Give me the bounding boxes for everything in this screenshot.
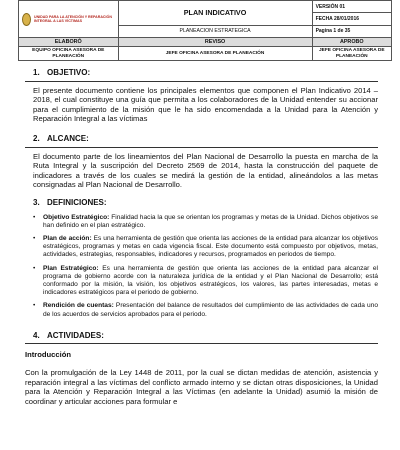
document-header-table (18, 0, 392, 61)
definition-term: Objetivo Estratégico: (43, 213, 110, 221)
document-subtitle: PLANEACION ESTRATEGICA (118, 25, 312, 37)
objetivo-text: El presente documento contiene los principales elementos que componen el Plan Indicativo 2014 – 2018, el cual constituye una guía que permita a los colaboradores de la Unidad entender su accionar para el cumplimiento de la misión que le ha sido encomendada a la Unidad para la Atención y Reparación Integral a las víctimas (33, 85, 378, 124)
definition-term: Plan Estratégico: (43, 264, 99, 272)
section-title: OBJETIVO: (47, 68, 91, 77)
definition-term: Rendición de cuentas: (43, 302, 114, 310)
alcance-text: El documento parte de los lineamientos del Plan Nacional de Desarrollo la puesta en marcha de la Ruta Integral y la suscripción del Decreto 2569 de 2014, hasta la construcción del paquete de indicadores a través de los cuales se medirá la gestión de la entidad, alineándolos a las metas consignadas al Plan Nacional de Desarrollo. (33, 151, 378, 190)
colombia-seal-icon (22, 13, 31, 26)
definition-text: Presentación del balance de resultados del cumplimiento de las actividades de cada uno de los acuerdos de servicios aprobados para el periodo. (43, 302, 378, 318)
definition-item (33, 235, 378, 260)
actividades-text: Con la promulgación de la Ley 1448 de 2011, por la cual se dictan medidas de atención, asistencia y reparación integral a las víctimas del conflicto armado interno y se dictan otras disposiciones, la Unidad para la Atención y Reparación Integral a las Víctimas (en adelante la Unidad) asumió la misión de coordinar y articular acciones para formular e (25, 367, 378, 406)
reviso-value: JEFE OFICINA ASESORA DE PLANEACIÓN (118, 47, 312, 61)
document-body (25, 68, 378, 406)
definitions-list (33, 214, 378, 319)
aprobo-heading: APROBO (312, 38, 391, 47)
date-label: FECHA 28/01/2016 (312, 13, 391, 25)
definition-text: Es una herramienta de gestión que orienta las acciones de la entidad para alcanzar el programa de gobierno acorde con la naturaleza jurídica de la entidad y el Plan Nacional de Desarrollo; está conformado por la misión, la visión, los objetivos estratégicos, los valores, las partes interesadas, metas e indicadores estratégicos para el periodo de gobierno. (43, 264, 378, 297)
section-objetivo-heading (33, 68, 378, 78)
section-number: 2. (33, 133, 40, 143)
definition-item (33, 302, 378, 318)
section-title: ALCANCE: (47, 133, 89, 143)
section-divider (25, 343, 378, 344)
page-number-label: Pagina 1 de 35 (312, 25, 391, 37)
section-alcance-heading (33, 134, 378, 144)
definition-text: Finalidad hacia la que se orientan los programas y metas de la Unidad. Dichos objetivos se han definido en el plan estratégico. (43, 213, 378, 229)
reviso-heading: REVISO (118, 38, 312, 47)
section-divider (25, 147, 378, 148)
definition-term: Plan de acción: (43, 234, 92, 242)
section-actividades-heading (33, 331, 378, 341)
section-number: 4. (33, 330, 40, 340)
section-divider (25, 81, 378, 82)
section-title: DEFINICIONES: (47, 197, 107, 207)
definition-item (33, 214, 378, 230)
aprobo-value: JEFE OFICINA ASESORA DE PLANEACIÓN (312, 47, 391, 61)
section-title: ACTIVIDADES: (47, 330, 104, 340)
logo-text: UNIDAD PARA LA ATENCIÓN Y REPARACIÓN INTEGRAL A LAS VÍCTIMAS (33, 14, 112, 23)
unidad-logo (22, 13, 115, 26)
elaboro-value: EQUIPO OFICINA ASESORA DE PLANEACIÓN (19, 47, 119, 61)
logo-cell (19, 1, 119, 38)
section-number: 3. (33, 197, 40, 207)
section-definiciones-heading (33, 198, 378, 208)
actividades-subtitle: Introducción (25, 350, 71, 360)
definition-item (33, 265, 378, 298)
definition-text: Es una herramienta de gestión que orienta las acciones de la entidad para alcanzar los objetivos estratégicos, programas y metas en cada vigencia fiscal. Este documento está compuesto por objetivos, metas, actividades, estrategias, responsables, indicadores y recursos, programados en periodos de tiempo. (43, 234, 378, 259)
section-number: 1. (33, 68, 40, 77)
version-label: VERSIÓN 01 (312, 1, 391, 13)
document-title: PLAN INDICATIVO (118, 1, 312, 26)
elaboro-heading: ELABORÓ (19, 38, 119, 47)
